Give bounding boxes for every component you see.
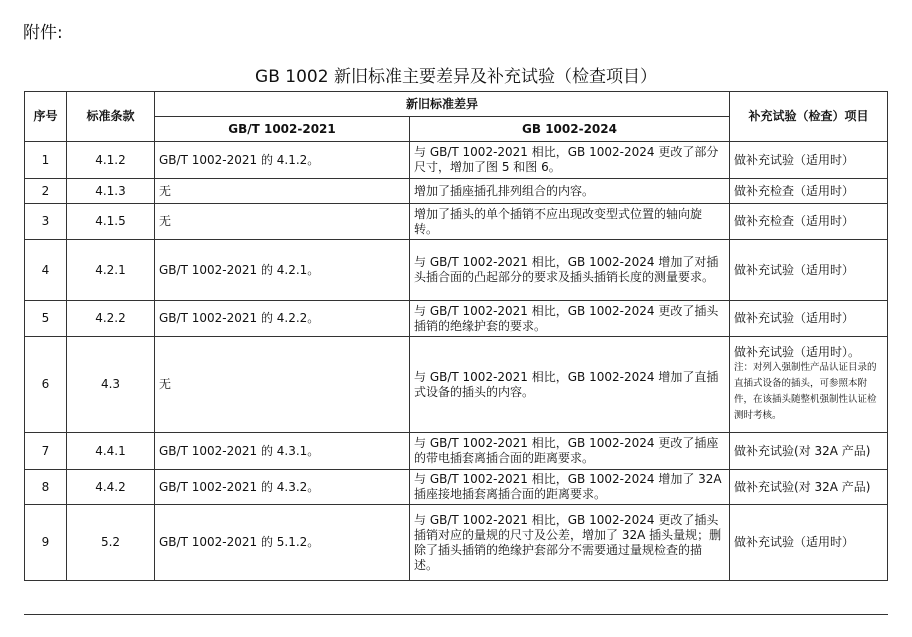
row-supplement-cell bbox=[730, 179, 888, 204]
row-old-std-cell bbox=[155, 179, 410, 204]
row-old-std-cell bbox=[155, 470, 410, 505]
row-old-std-cell bbox=[155, 204, 410, 240]
row-old-std-cell-text: GB/T 1002-2021 的 4.3.2。 bbox=[159, 479, 320, 494]
row-no-cell-text: 6 bbox=[41, 377, 50, 391]
row-clause-cell bbox=[67, 433, 155, 470]
row-clause-cell-text: 4.4.2 bbox=[95, 479, 126, 494]
row-old-std-cell bbox=[155, 240, 410, 301]
row-supplement-cell-text: 做补充试验(对 32A 产品) bbox=[734, 443, 871, 458]
row-old-std-cell-text: 无 bbox=[159, 377, 172, 391]
supplement-note: 注：对列入强制性产品认证目录的直插式设备的插头，可参照本附件，在该插头随整机强制性认证检测时考核。 bbox=[734, 362, 877, 421]
row-no-cell bbox=[25, 470, 67, 505]
table-row bbox=[25, 470, 888, 505]
table-row bbox=[25, 433, 888, 470]
row-old-std-cell bbox=[155, 142, 410, 179]
row-supplement-cell-text: 做补充试验（适用时） bbox=[734, 311, 855, 325]
attachment-label: 附件: bbox=[23, 23, 63, 43]
row-no-cell bbox=[25, 337, 67, 433]
row-new-std-cell-text: 与 GB/T 1002-2021 相比，GB 1002-2024 更改了插头插销对应的量规的尺寸及公差，增加了 32A 插头量规；删除了插头插销的绝缘护套部分不需要通过量规检查的描述。 bbox=[414, 512, 722, 572]
row-new-std-cell bbox=[410, 240, 730, 301]
row-clause-cell bbox=[67, 470, 155, 505]
row-old-std-cell-text: GB/T 1002-2021 的 4.2.1。 bbox=[159, 262, 320, 277]
row-no-cell-text: 4 bbox=[41, 262, 50, 277]
header-clause: 标准条款 bbox=[67, 92, 155, 142]
header-old-std: GB/T 1002-2021 bbox=[155, 117, 410, 142]
row-clause-cell bbox=[67, 240, 155, 301]
row-supplement-cell bbox=[730, 433, 888, 470]
row-clause-cell-text: 4.2.2 bbox=[95, 311, 126, 325]
row-new-std-cell bbox=[410, 204, 730, 240]
row-old-std-cell-text: GB/T 1002-2021 的 4.2.2。 bbox=[159, 311, 320, 325]
row-old-std-cell bbox=[155, 301, 410, 337]
row-supplement-cell-text: 做补充试验（适用时）。 bbox=[734, 345, 861, 359]
row-no-cell-text: 5 bbox=[41, 311, 50, 325]
row-clause-cell bbox=[67, 505, 155, 581]
row-clause-cell-text: 4.4.1 bbox=[95, 443, 126, 458]
row-new-std-cell-text: 增加了插座插孔排列组合的内容。 bbox=[414, 183, 595, 198]
row-old-std-cell-text: GB/T 1002-2021 的 4.3.1。 bbox=[159, 443, 320, 458]
row-no-cell-text: 2 bbox=[41, 183, 50, 198]
row-supplement-cell-text: 做补充试验(对 32A 产品) bbox=[734, 479, 871, 494]
table-row bbox=[25, 505, 888, 581]
header-new-std: GB 1002-2024 bbox=[410, 117, 730, 142]
document-title: GB 1002 新旧标准主要差异及补充试验（检查项目） bbox=[255, 67, 657, 87]
row-no-cell-text: 7 bbox=[41, 443, 50, 458]
row-supplement-cell bbox=[730, 142, 888, 179]
row-no-cell bbox=[25, 301, 67, 337]
differences-table bbox=[24, 91, 888, 581]
table-row bbox=[25, 240, 888, 301]
row-clause-cell-text: 4.3 bbox=[100, 377, 121, 391]
row-old-std-cell bbox=[155, 337, 410, 433]
row-new-std-cell bbox=[410, 337, 730, 433]
row-supplement-cell-text: 做补充检查（适用时） bbox=[734, 183, 855, 198]
row-supplement-cell bbox=[730, 301, 888, 337]
row-new-std-cell bbox=[410, 470, 730, 505]
table-row bbox=[25, 204, 888, 240]
row-old-std-cell-text: 无 bbox=[159, 214, 172, 228]
row-new-std-cell bbox=[410, 179, 730, 204]
row-clause-cell bbox=[67, 142, 155, 179]
row-new-std-cell bbox=[410, 142, 730, 179]
row-old-std-cell-text: 无 bbox=[159, 183, 172, 198]
row-supplement-cell-text: 做补充试验（适用时） bbox=[734, 152, 855, 167]
header-supplement: 补充试验（检查）项目 bbox=[730, 92, 888, 142]
row-no-cell bbox=[25, 179, 67, 204]
row-new-std-cell-text: 增加了插头的单个插销不应出现改变型式位置的轴向旋转。 bbox=[414, 206, 703, 236]
row-new-std-cell bbox=[410, 433, 730, 470]
row-clause-cell-text: 4.1.2 bbox=[95, 152, 126, 167]
row-new-std-cell bbox=[410, 301, 730, 337]
row-new-std-cell-text: 与 GB/T 1002-2021 相比，GB 1002-2024 更改了插座的带电插套离插合面的距离要求。 bbox=[414, 436, 719, 465]
row-old-std-cell-text: GB/T 1002-2021 的 4.1.2。 bbox=[159, 152, 320, 167]
row-no-cell-text: 1 bbox=[41, 152, 50, 167]
table-row bbox=[25, 337, 888, 433]
row-old-std-cell bbox=[155, 433, 410, 470]
row-clause-cell bbox=[67, 337, 155, 433]
row-supplement-cell bbox=[730, 240, 888, 301]
row-old-std-cell bbox=[155, 505, 410, 581]
row-supplement-cell bbox=[730, 337, 888, 433]
row-new-std-cell-text: 与 GB/T 1002-2021 相比，GB 1002-2024 增加了对插头插合面的凸起部分的要求及插头插销长度的测量要求。 bbox=[414, 255, 719, 284]
row-new-std-cell-text: 与 GB/T 1002-2021 相比，GB 1002-2024 增加了 32A 插座接地插套离插合面的距离要求。 bbox=[414, 472, 722, 501]
row-clause-cell bbox=[67, 301, 155, 337]
row-new-std-cell-text: 与 GB/T 1002-2021 相比，GB 1002-2024 更改了插头插销的绝缘护套的要求。 bbox=[414, 303, 719, 333]
row-old-std-cell-text: GB/T 1002-2021 的 5.1.2。 bbox=[159, 535, 320, 549]
table-row bbox=[25, 301, 888, 337]
row-supplement-cell-text: 做补充试验（适用时） bbox=[734, 535, 855, 549]
row-no-cell bbox=[25, 505, 67, 581]
row-clause-cell-text: 5.2 bbox=[100, 535, 121, 549]
row-new-std-cell-text: 与 GB/T 1002-2021 相比，GB 1002-2024 更改了部分尺寸，增加了图 5 和图 6。 bbox=[414, 145, 719, 174]
row-new-std-cell bbox=[410, 505, 730, 581]
row-clause-cell bbox=[67, 179, 155, 204]
table-row bbox=[25, 179, 888, 204]
row-no-cell bbox=[25, 433, 67, 470]
header-no: 序号 bbox=[25, 92, 67, 142]
row-new-std-cell-text: 与 GB/T 1002-2021 相比，GB 1002-2024 增加了直插式设备的插头的内容。 bbox=[414, 369, 719, 399]
row-supplement-cell-text: 做补充试验（适用时） bbox=[734, 262, 855, 277]
row-supplement-cell bbox=[730, 505, 888, 581]
header-diff-group: 新旧标准差异 bbox=[155, 92, 730, 117]
bottom-rule bbox=[24, 614, 888, 615]
row-no-cell bbox=[25, 204, 67, 240]
row-no-cell-text: 3 bbox=[41, 214, 50, 228]
row-supplement-cell bbox=[730, 204, 888, 240]
row-no-cell bbox=[25, 240, 67, 301]
row-clause-cell-text: 4.2.1 bbox=[95, 262, 126, 277]
row-supplement-cell-text: 做补充检查（适用时） bbox=[734, 214, 855, 228]
row-supplement-cell bbox=[730, 470, 888, 505]
row-no-cell bbox=[25, 142, 67, 179]
row-clause-cell-text: 4.1.5 bbox=[95, 214, 126, 228]
table-row bbox=[25, 142, 888, 179]
row-no-cell-text: 9 bbox=[41, 535, 50, 549]
row-clause-cell-text: 4.1.3 bbox=[95, 183, 126, 198]
row-no-cell-text: 8 bbox=[41, 479, 50, 494]
row-clause-cell bbox=[67, 204, 155, 240]
